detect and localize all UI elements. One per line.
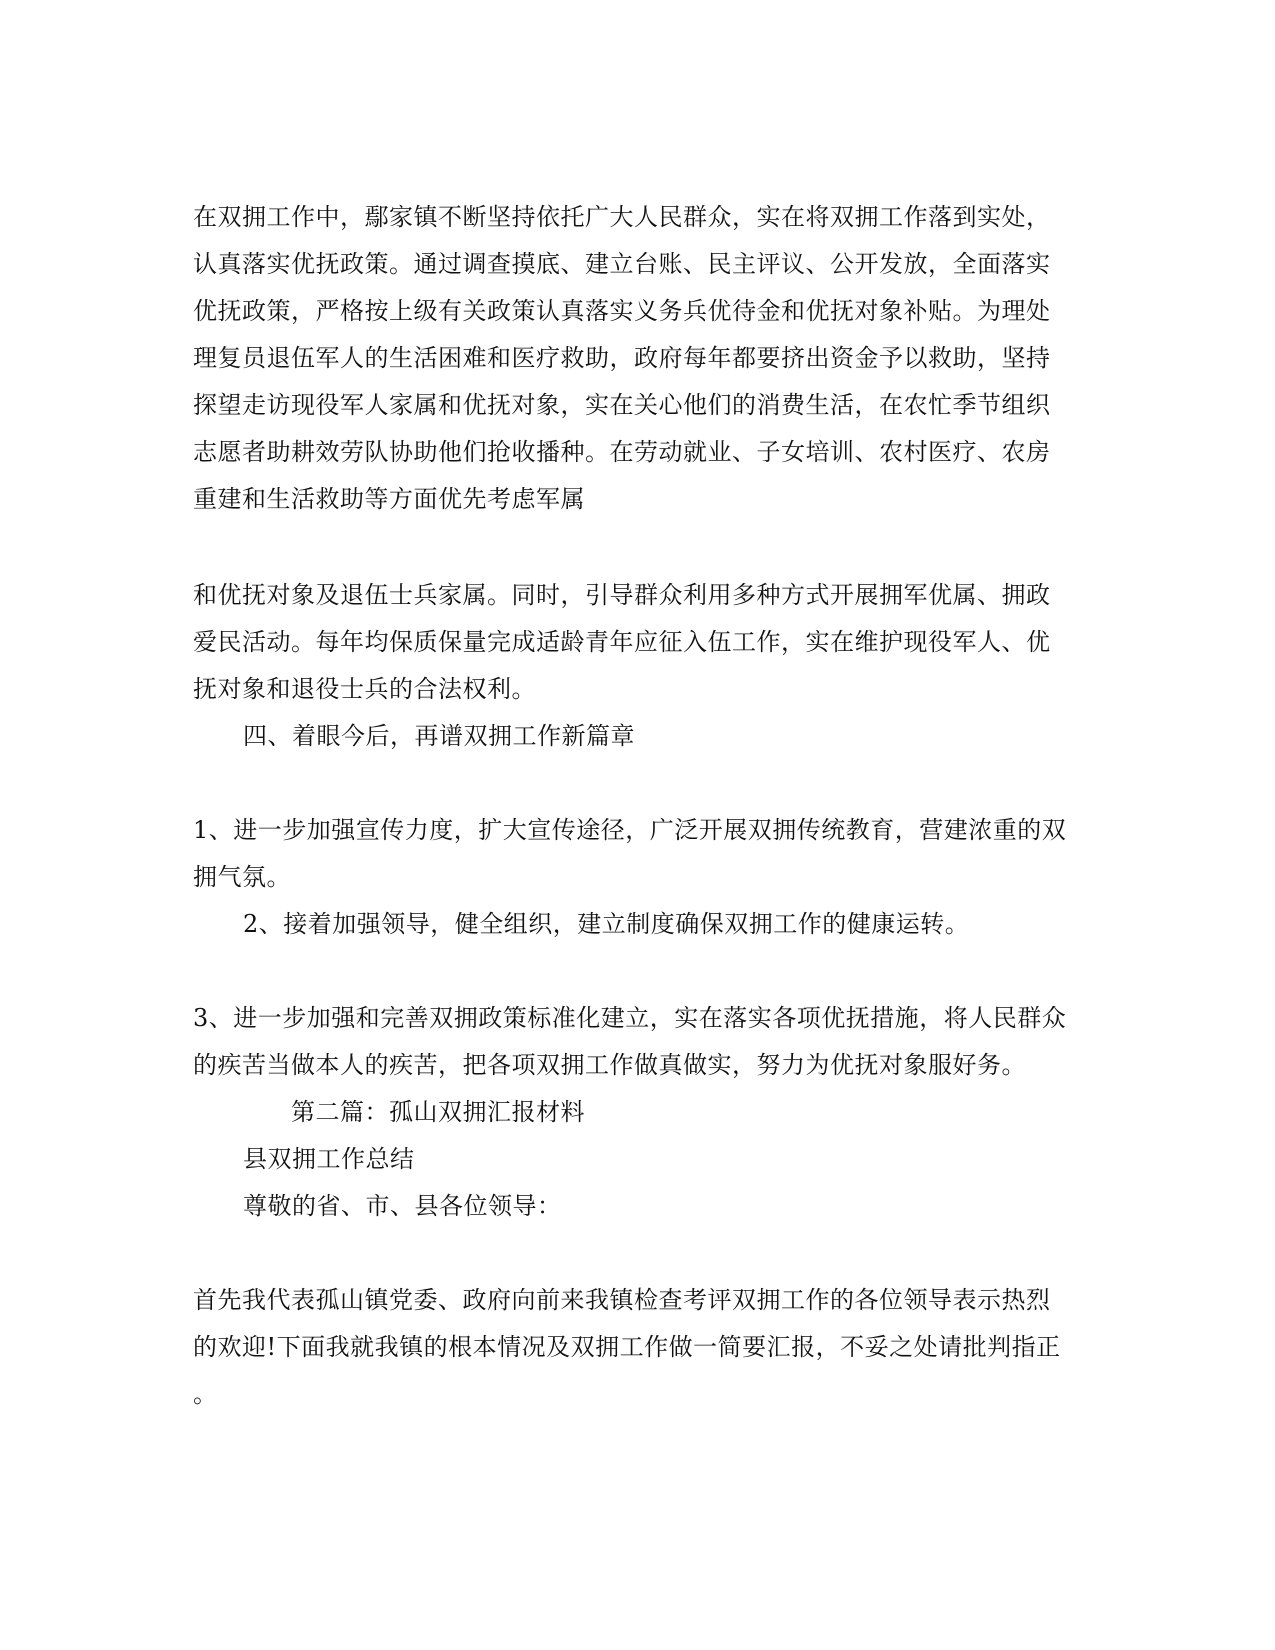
section-subtitle: 县双拥工作总结 [243, 1145, 415, 1173]
text-line: 首先我代表孤山镇党委、政府向前来我镇检查考评双拥工作的各位领导表示热烈 [193, 1286, 1051, 1314]
list-item: 拥气氛。 [193, 863, 291, 891]
text-line: 优抚政策，严格按上级有关政策认真落实义务兵优待金和优抚对象补贴。为理处 [193, 297, 1051, 325]
text-line: 。 [193, 1380, 218, 1408]
text-line: 探望走访现役军人家属和优抚对象，实在关心他们的消费生活，在农忙季节组织 [193, 391, 1051, 419]
text-line: 理复员退伍军人的生活困难和医疗救助，政府每年都要挤出资金予以救助，坚持 [193, 344, 1051, 372]
text-line: 抚对象和退役士兵的合法权利。 [193, 675, 536, 703]
section-title: 第二篇：孤山双拥汇报材料 [291, 1098, 585, 1126]
list-item: 1、进一步加强宣传力度，扩大宣传途径，广泛开展双拥传统教育，营建浓重的双 [193, 816, 1067, 844]
list-item: 的疾苦当做本人的疾苦，把各项双拥工作做真做实，努力为优抚对象服好务。 [193, 1051, 1026, 1079]
text-line: 的欢迎!下面我就我镇的根本情况及双拥工作做一简要汇报，不妥之处请批判指正 [193, 1333, 1061, 1361]
text-line: 和优抚对象及退伍士兵家属。同时，引导群众利用多种方式开展拥军优属、拥政 [193, 581, 1051, 609]
text-line: 重建和生活救助等方面优先考虑军属 [193, 485, 585, 513]
text-line: 爱民活动。每年均保质保量完成适龄青年应征入伍工作，实在维护现役军人、优 [193, 628, 1051, 656]
text-line: 认真落实优抚政策。通过调查摸底、建立台账、民主评议、公开发放，全面落实 [193, 250, 1051, 278]
salutation: 尊敬的省、市、县各位领导： [243, 1192, 562, 1220]
text-line: 在双拥工作中，鄢家镇不断坚持依托广大人民群众，实在将双拥工作落到实处， [193, 203, 1051, 231]
list-item: 2、接着加强领导，健全组织，建立制度确保双拥工作的健康运转。 [243, 910, 970, 938]
list-item: 3、进一步加强和完善双拥政策标准化建立，实在落实各项优抚措施，将人民群众 [193, 1004, 1067, 1032]
section-heading: 四、着眼今后，再谱双拥工作新篇章 [243, 722, 635, 750]
text-line: 志愿者助耕效劳队协助他们抢收播种。在劳动就业、子女培训、农村医疗、农房 [193, 438, 1051, 466]
